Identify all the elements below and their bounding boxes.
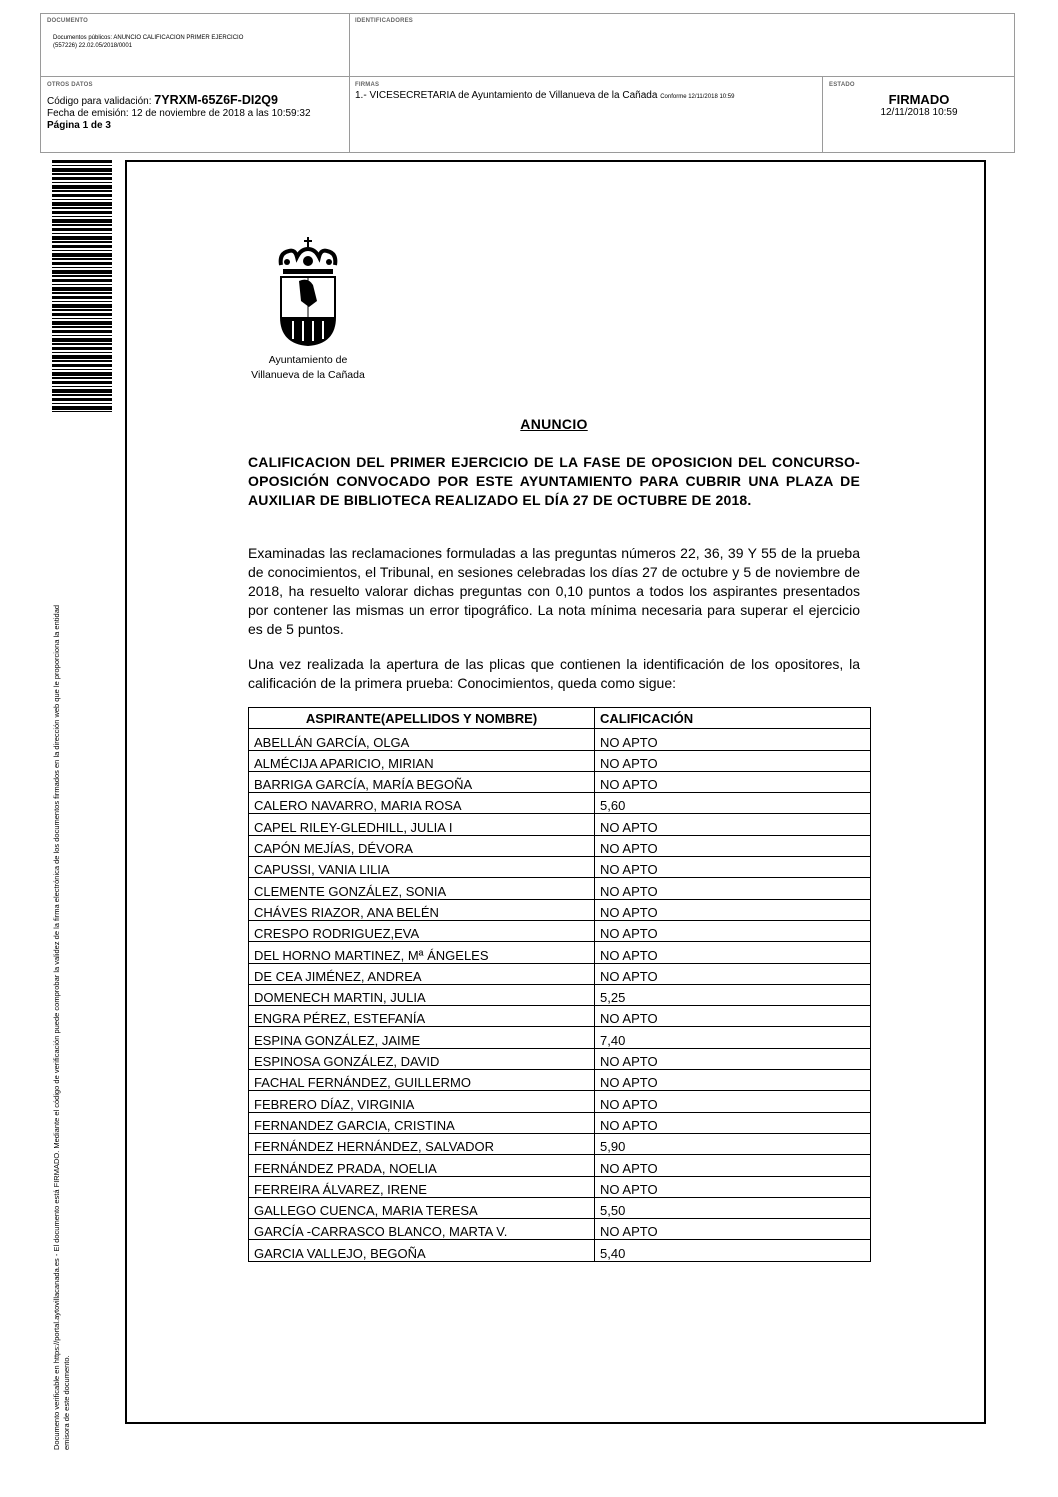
coat-of-arms-icon bbox=[273, 235, 343, 347]
aspirante-name: GARCIA VALLEJO, BEGOÑA bbox=[249, 1240, 595, 1261]
aspirante-name: CLEMENTE GONZÁLEZ, SONIA bbox=[249, 878, 595, 899]
calificacion-value: NO APTO bbox=[595, 899, 871, 920]
calificacion-value: NO APTO bbox=[595, 1219, 871, 1240]
table-row bbox=[249, 1155, 871, 1176]
verification-text-line2: emisora de este documento. bbox=[61, 1355, 71, 1450]
aspirante-name: FERNANDEZ GARCIA, CRISTINA bbox=[249, 1112, 595, 1133]
calificacion-value: NO APTO bbox=[595, 963, 871, 984]
aspirante-name: FERNÁNDEZ PRADA, NOELIA bbox=[249, 1155, 595, 1176]
otros-datos-label: OTROS DATOS bbox=[47, 82, 93, 88]
calificacion-value: NO APTO bbox=[595, 1176, 871, 1197]
calificacion-value: NO APTO bbox=[595, 857, 871, 878]
table-row bbox=[249, 920, 871, 941]
table-row bbox=[249, 1219, 871, 1240]
otros-datos-cell bbox=[47, 82, 343, 132]
table-row bbox=[249, 963, 871, 984]
aspirante-name: ABELLÁN GARCÍA, OLGA bbox=[249, 729, 595, 750]
grades-table bbox=[248, 707, 871, 1262]
table-header-row bbox=[249, 708, 871, 729]
aspirante-name: CAPEL RILEY-GLEDHILL, JULIA I bbox=[249, 814, 595, 835]
documento-label: DOCUMENTO bbox=[47, 18, 89, 24]
calificacion-value: NO APTO bbox=[595, 1155, 871, 1176]
aspirante-name: DOMENECH MARTIN, JULIA bbox=[249, 984, 595, 1005]
calificacion-value: 5,50 bbox=[595, 1197, 871, 1218]
aspirante-name: CRESPO RODRIGUEZ,EVA bbox=[249, 920, 595, 941]
calificacion-value: NO APTO bbox=[595, 1006, 871, 1027]
firmas-label: FIRMAS bbox=[355, 82, 380, 88]
table-row bbox=[249, 771, 871, 792]
aspirante-name: FERREIRA ÁLVAREZ, IRENE bbox=[249, 1176, 595, 1197]
aspirante-name: CALERO NAVARRO, MARIA ROSA bbox=[249, 793, 595, 814]
table-row bbox=[249, 835, 871, 856]
paragraph-reclamaciones: Examinadas las reclamaciones formuladas a las preguntas números 22, 36, 39 Y 55 de la prueba de conocimientos, el Tribunal, en sesiones celebradas los días 27 de octubre y 5 de noviembre de 2018, ha resuelto valorar dichas preguntas con 0,10 puntos a todos los aspirantes presentados por contener las mismas un error tipográfico. La nota mínima necesaria para superar el ejercicio es de 5 puntos. bbox=[248, 545, 860, 637]
announcement-subtitle: CALIFICACION DEL PRIMER EJERCICIO DE LA FASE DE OPOSICION DEL CONCURSO-OPOSICIÓN CONVOCADO POR ESTE AYUNTAMIENTO PARA CUBRIR UNA PLAZA DE AUXILIAR DE BIBLIOTECA REALIZADO EL DÍA 27 DE OCTUBRE DE 2018. bbox=[248, 454, 860, 508]
table-row bbox=[249, 942, 871, 963]
verification-sidebar bbox=[52, 440, 92, 1450]
status-date: 12/11/2018 10:59 bbox=[880, 107, 958, 118]
aspirante-name: FERNÁNDEZ HERNÁNDEZ, SALVADOR bbox=[249, 1133, 595, 1154]
aspirante-name: ALMÉCIJA APARICIO, MIRIAN bbox=[249, 750, 595, 771]
paragraph-plicas: Una vez realizada la apertura de las plicas que contienen la identificación de los opositores, la calificación de la primera prueba: Conocimientos, queda como sigue: bbox=[248, 656, 860, 691]
documento-line1: Documentos públicos: ANUNCIO CALIFICACION PRIMER EJERCICIO bbox=[53, 35, 244, 41]
table-row bbox=[249, 793, 871, 814]
table-row bbox=[249, 1240, 871, 1261]
signature-conformity: Conforme 12/11/2018 10:59 bbox=[660, 94, 735, 100]
aspirante-name: CAPÓN MEJÍAS, DÉVORA bbox=[249, 835, 595, 856]
table-row bbox=[249, 1006, 871, 1027]
table-row bbox=[249, 814, 871, 835]
calificacion-value: 5,40 bbox=[595, 1240, 871, 1261]
table-row bbox=[249, 1133, 871, 1154]
table-row bbox=[249, 750, 871, 771]
calificacion-value: NO APTO bbox=[595, 1048, 871, 1069]
grades-table-body bbox=[249, 729, 871, 1261]
table-row bbox=[249, 857, 871, 878]
calificacion-value: 7,40 bbox=[595, 1027, 871, 1048]
aspirante-name: CHÁVES RIAZOR, ANA BELÉN bbox=[249, 899, 595, 920]
barcode-image bbox=[52, 160, 112, 412]
signature-line bbox=[355, 90, 815, 103]
calificacion-value: NO APTO bbox=[595, 729, 871, 750]
calificacion-value: NO APTO bbox=[595, 878, 871, 899]
status-badge: FIRMADO bbox=[888, 92, 950, 107]
calificacion-value: NO APTO bbox=[595, 1070, 871, 1091]
table-row bbox=[249, 1070, 871, 1091]
aspirante-name: CAPUSSI, VANIA LILIA bbox=[249, 857, 595, 878]
table-row bbox=[249, 1027, 871, 1048]
aspirante-name: ESPINA GONZÁLEZ, JAIME bbox=[249, 1027, 595, 1048]
calificacion-value: NO APTO bbox=[595, 1091, 871, 1112]
aspirante-name: FEBRERO DÍAZ, VIRGINIA bbox=[249, 1091, 595, 1112]
aspirante-name: ENGRA PÉREZ, ESTEFANÍA bbox=[249, 1006, 595, 1027]
aspirante-name: BARRIGA GARCÍA, MARÍA BEGOÑA bbox=[249, 771, 595, 792]
calificacion-value: 5,25 bbox=[595, 984, 871, 1005]
signature-text: 1.- VICESECRETARIA de Ayuntamiento de Villanueva de la Cañada bbox=[355, 90, 658, 101]
identificadores-label: IDENTIFICADORES bbox=[355, 18, 414, 24]
documento-line2: (557226) 22.02.05/2018/0001 bbox=[53, 43, 133, 49]
aspirante-name: GALLEGO CUENCA, MARIA TERESA bbox=[249, 1197, 595, 1218]
calificacion-value: NO APTO bbox=[595, 920, 871, 941]
table-row bbox=[249, 1197, 871, 1218]
table-row bbox=[249, 984, 871, 1005]
documento-cell bbox=[47, 18, 343, 50]
column-header-calificacion: CALIFICACIÓN bbox=[595, 708, 871, 729]
firmas-cell bbox=[355, 82, 815, 103]
calificacion-value: NO APTO bbox=[595, 750, 871, 771]
identificadores-cell bbox=[355, 18, 955, 24]
table-row bbox=[249, 1048, 871, 1069]
aspirante-name: FACHAL FERNÁNDEZ, GUILLERMO bbox=[249, 1070, 595, 1091]
calificacion-value: NO APTO bbox=[595, 835, 871, 856]
calificacion-value: NO APTO bbox=[595, 1112, 871, 1133]
validation-code-value: 7YRXM-65Z6F-DI2Q9 bbox=[154, 93, 278, 107]
aspirante-name: DEL HORNO MARTINEZ, Mª ÁNGELES bbox=[249, 942, 595, 963]
table-row bbox=[249, 1112, 871, 1133]
estado-cell bbox=[829, 82, 1009, 118]
page-title: ANUNCIO bbox=[520, 416, 588, 432]
aspirante-name: ESPINOSA GONZÁLEZ, DAVID bbox=[249, 1048, 595, 1069]
aspirante-name: GARCÍA -CARRASCO BLANCO, MARTA V. bbox=[249, 1219, 595, 1240]
validation-code-line bbox=[47, 94, 343, 108]
calificacion-value: 5,60 bbox=[595, 793, 871, 814]
document-header bbox=[40, 13, 1015, 153]
table-row bbox=[249, 1091, 871, 1112]
logo-line1: Ayuntamiento de bbox=[268, 354, 348, 366]
table-row bbox=[249, 729, 871, 750]
page-count: Página 1 de 3 bbox=[47, 120, 111, 131]
estado-label: ESTADO bbox=[829, 82, 855, 88]
logo-line2: Villanueva de la Cañada bbox=[251, 369, 365, 381]
verification-text-line1: Documento verificable en https://portal.aytovillacanada.es - El documento está FIRMADO. Mediante el código de verificación puede comprobar la validez de la firma electrónica de los documentos firmados en la dirección web que le proporciona la entidad bbox=[52, 604, 61, 1450]
calificacion-value: 5,90 bbox=[595, 1133, 871, 1154]
table-row bbox=[249, 899, 871, 920]
emission-date: Fecha de emisión: 12 de noviembre de 2018 a las 10:59:32 bbox=[47, 108, 311, 119]
table-row bbox=[249, 878, 871, 899]
calificacion-value: NO APTO bbox=[595, 814, 871, 835]
municipal-logo bbox=[243, 235, 373, 385]
calificacion-value: NO APTO bbox=[595, 771, 871, 792]
validation-code-label: Código para validación: bbox=[47, 96, 152, 107]
column-header-aspirante: ASPIRANTE(APELLIDOS Y NOMBRE) bbox=[249, 708, 595, 729]
aspirante-name: DE CEA JIMÉNEZ, ANDREA bbox=[249, 963, 595, 984]
table-row bbox=[249, 1176, 871, 1197]
calificacion-value: NO APTO bbox=[595, 942, 871, 963]
